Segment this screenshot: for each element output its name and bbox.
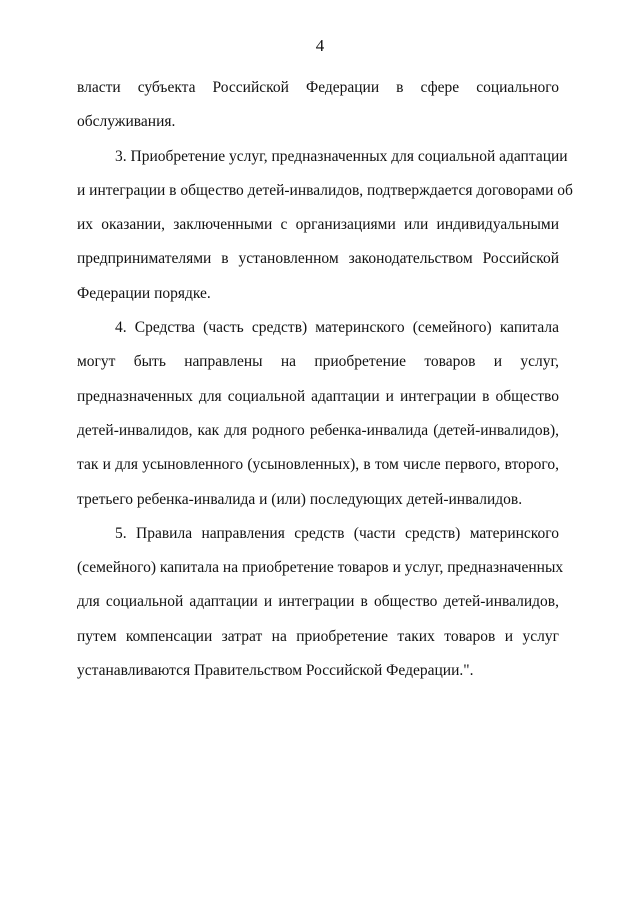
paragraph-3-line-2: могут быть направлены на приобретение товаров и услуг, — [77, 353, 559, 371]
paragraph-2-line-3: их оказании, заключенными с организациями или индивидуальными — [77, 216, 559, 234]
paragraph-3-line-4: детей-инвалидов, как для родного ребенка-инвалида (детей-инвалидов), — [77, 421, 559, 439]
paragraph-4-line-3: для социальной адаптации и интеграции в общество детей-инвалидов, — [77, 593, 559, 611]
paragraph-2-line-2: и интеграции в общество детей-инвалидов, подтверждается договорами об — [77, 181, 573, 199]
paragraph-3-line-5: так и для усыновленного (усыновленных), в том числе первого, второго, — [77, 456, 559, 474]
paragraph-4-line-5: устанавливаются Правительством Российской Федерации.". — [77, 662, 474, 680]
paragraph-3-line-3: предназначенных для социальной адаптации и интеграции в общество — [77, 387, 559, 405]
paragraph-2-line-4: предпринимателями в установленном законодательством Российской — [77, 250, 559, 268]
paragraph-4-line-1: 5. Правила направления средств (части средств) материнского — [115, 524, 559, 542]
paragraph-4-line-2: (семейного) капитала на приобретение товаров и услуг, предназначенных — [77, 559, 564, 577]
page-number: 4 — [315, 36, 325, 55]
paragraph-3-line-6: третьего ребенка-инвалида и (или) последующих детей-инвалидов. — [77, 490, 523, 508]
paragraph-2-line-5: Федерации порядке. — [77, 284, 211, 302]
document-body — [77, 71, 573, 688]
paragraph-3-line-1: 4. Средства (часть средств) материнского (семейного) капитала — [115, 319, 559, 337]
paragraph-4-line-4: путем компенсации затрат на приобретение таких товаров и услуг — [77, 627, 559, 645]
paragraph-2-line-1: 3. Приобретение услуг, предназначенных для социальной адаптации — [115, 147, 568, 165]
paragraph-1-line-1: власти субъекта Российской Федерации в сфере социального — [77, 79, 559, 96]
paragraph-1-line-2: обслуживания. — [77, 113, 176, 131]
